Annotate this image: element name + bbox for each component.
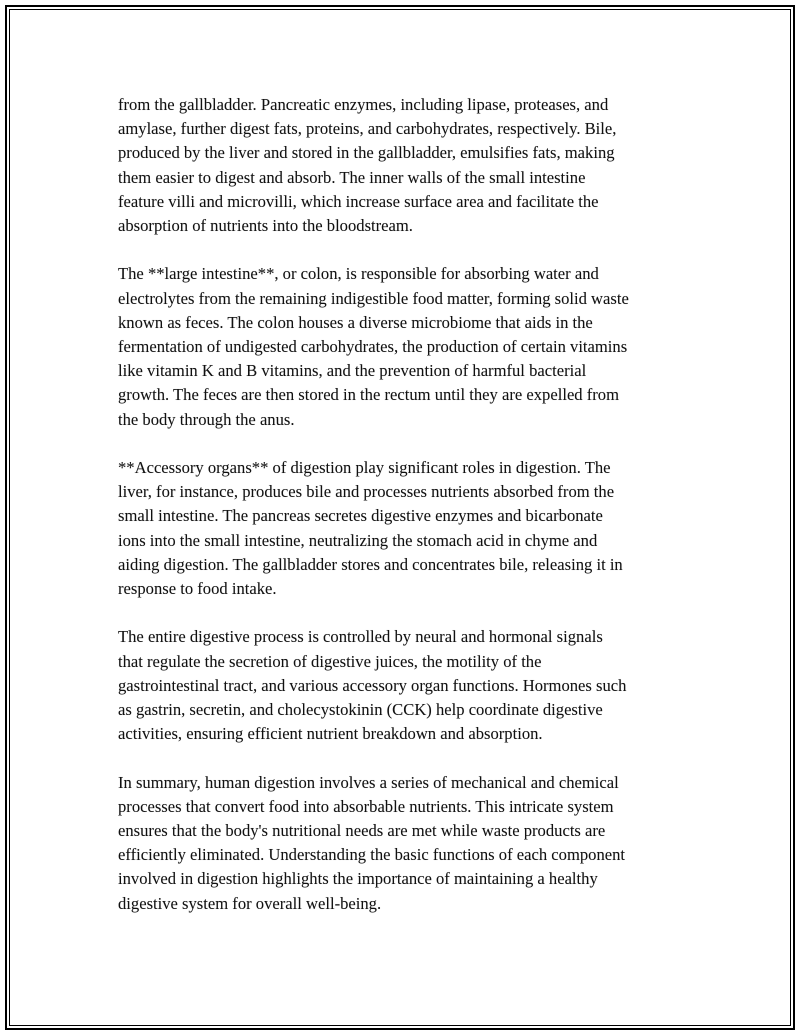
text-line: small intestine. The pancreas secretes digestive enzymes and bicarbonate: [118, 506, 603, 526]
text-line: digestive system for overall well-being.: [118, 893, 382, 913]
text-line: produced by the liver and stored in the gallbladder, emulsifies fats, making: [118, 143, 615, 163]
paragraph-small-intestine: [118, 93, 693, 238]
text-line: ensures that the body's nutritional needs are met while waste products are: [118, 821, 606, 841]
text-line: absorption of nutrients into the bloodstream.: [118, 216, 413, 236]
text-line: aiding digestion. The gallbladder stores and concentrates bile, releasing it in: [118, 554, 623, 574]
text-line: like vitamin K and B vitamins, and the prevention of harmful bacterial: [118, 361, 587, 381]
text-line: liver, for instance, produces bile and processes nutrients absorbed from the: [118, 482, 615, 502]
text-line: The entire digestive process is controlled by neural and hormonal signals: [118, 627, 603, 647]
text-line: as gastrin, secretin, and cholecystokinin (CCK) help coordinate digestive: [118, 700, 603, 720]
text-line: feature villi and microvilli, which increase surface area and facilitate the: [118, 191, 599, 211]
text-line: fermentation of undigested carbohydrates, the production of certain vitamins: [118, 337, 628, 357]
text-line: gastrointestinal tract, and various accessory organ functions. Hormones such: [118, 675, 627, 695]
text-line: efficiently eliminated. Understanding the basic functions of each component: [118, 845, 626, 865]
text-line: them easier to digest and absorb. The inner walls of the small intestine: [118, 167, 586, 187]
text-line: the body through the anus.: [118, 409, 295, 429]
paragraph-accessory-organs: [118, 456, 693, 601]
text-line: growth. The feces are then stored in the rectum until they are expelled from: [118, 385, 620, 405]
text-line: processes that convert food into absorbable nutrients. This intricate system: [118, 796, 614, 816]
text-line: involved in digestion highlights the importance of maintaining a healthy: [118, 869, 598, 889]
text-line: activities, ensuring efficient nutrient breakdown and absorption.: [118, 724, 543, 744]
paragraph-large-intestine: [118, 262, 693, 431]
text-line: from the gallbladder. Pancreatic enzymes, including lipase, proteases, and: [118, 95, 609, 114]
paragraph-control: [118, 625, 693, 746]
text-line: known as feces. The colon houses a diverse microbiome that aids in the: [118, 312, 593, 332]
text-line: The **large intestine**, or colon, is responsible for absorbing water and: [118, 264, 599, 284]
text-line: electrolytes from the remaining indigestible food matter, forming solid waste: [118, 288, 629, 308]
text-line: **Accessory organs** of digestion play significant roles in digestion. The: [118, 458, 611, 478]
text-line: amylase, further digest fats, proteins, and carbohydrates, respectively. Bile,: [118, 119, 617, 139]
paragraph-summary: [118, 771, 693, 916]
text-line: response to food intake.: [118, 579, 277, 599]
document-body: [118, 93, 693, 940]
text-line: ions into the small intestine, neutralizing the stomach acid in chyme and: [118, 530, 598, 550]
text-line: that regulate the secretion of digestive juices, the motility of the: [118, 651, 542, 671]
text-line: In summary, human digestion involves a series of mechanical and chemical: [118, 772, 619, 792]
